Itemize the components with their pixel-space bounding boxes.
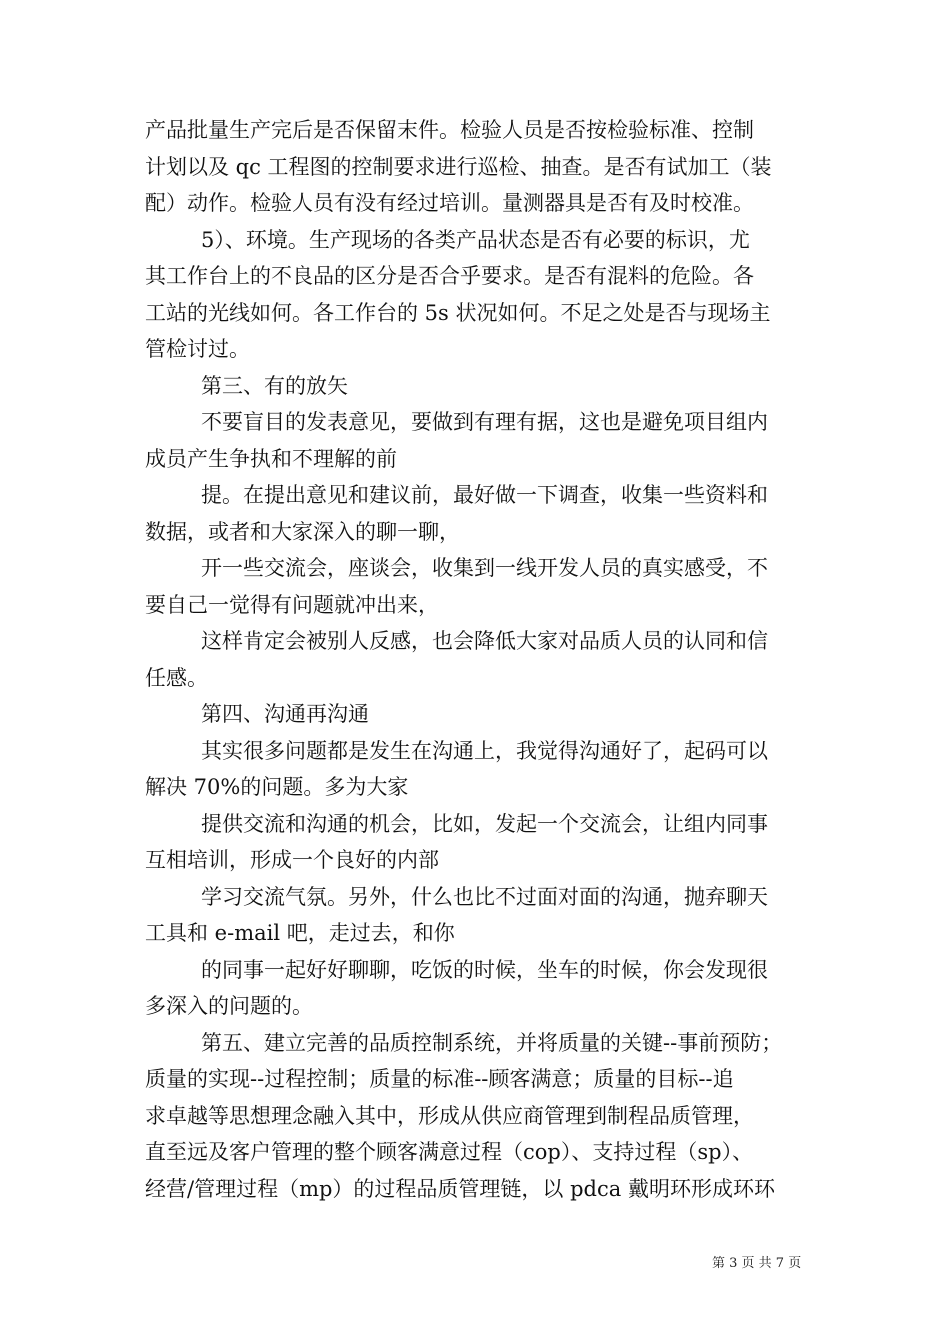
text-line: 经营/管理过程（mp）的过程品质管理链，以 pdca 戴明环形成环环 [145,1176,775,1201]
text-line: 其工作台上的不良品的区分是否合乎要求。是否有混料的危险。各 [145,264,754,288]
page-number: 第 3 页 共 7 页 [712,1256,802,1271]
text-line: 计划以及 qc 工程图的控制要求进行巡检、抽查。是否有试加工（装 [145,154,772,179]
text-line: 配）动作。检验人员有没有经过培训。量测器具是否有及时校准。 [145,191,754,215]
text-line: 工具和 e-mail 吧，走过去，和你 [145,921,455,945]
text-line: 第三、有的放矢 [201,373,348,398]
text-line: 任感。 [145,665,208,690]
text-line: 提。在提出意见和建议前，最好做一下调查，收集一些资料和 [201,483,768,507]
text-line: 其实很多问题都是发生在沟通上，我觉得沟通好了，起码可以 [201,738,768,763]
text-line: 多深入的问题的。 [145,994,313,1018]
text-line: 管检讨过。 [145,337,250,361]
text-line: 成员产生争执和不理解的前 [145,446,397,471]
text-line: 学习交流气氛。另外，什么也比不过面对面的沟通，抛弃聊天 [201,884,768,909]
text-line: 直至远及客户管理的整个顾客满意过程（cop）、支持过程（sp）、 [145,1140,754,1164]
text-line: 工站的光线如何。各工作台的 5s 状况如何。不足之处是否与现场主 [145,300,771,325]
text-line: 解决 70%的问题。多为大家 [145,775,409,799]
text-line: 数据，或者和大家深入的聊一聊， [145,519,460,544]
text-line: 互相培训，形成一个良好的内部 [145,848,439,872]
text-line: 开一些交流会，座谈会，收集到一线开发人员的真实感受，不 [201,556,768,580]
text-line: 这样肯定会被别人反感，也会降低大家对品质人员的认同和信 [201,629,768,653]
text-line: 5）、环境。生产现场的各类产品状态是否有必要的标识，尤 [201,227,750,252]
text-line: 提供交流和沟通的机会，比如，发起一个交流会，让组内同事 [201,811,768,836]
text-line: 不要盲目的发表意见，要做到有理有据，这也是避免项目组内 [201,410,768,434]
text-line: 求卓越等思想理念融入其中，形成从供应商管理到制程品质管理， [145,1103,754,1128]
text-line: 的同事一起好好聊聊，吃饭的时候，坐车的时候，你会发现很 [201,957,768,982]
text-line: 第五、建立完善的品质控制系统，并将质量的关键--事前预防； [201,1030,783,1055]
text-line: 质量的实现--过程控制；质量的标准--顾客满意；质量的目标--追 [145,1067,734,1091]
text-line: 产品批量生产完后是否保留末件。检验人员是否按检验标准、控制 [145,118,754,142]
text-line: 第四、沟通再沟通 [201,702,369,726]
text-line: 要自己一觉得有问题就冲出来， [145,592,439,617]
document-body [145,112,810,1207]
